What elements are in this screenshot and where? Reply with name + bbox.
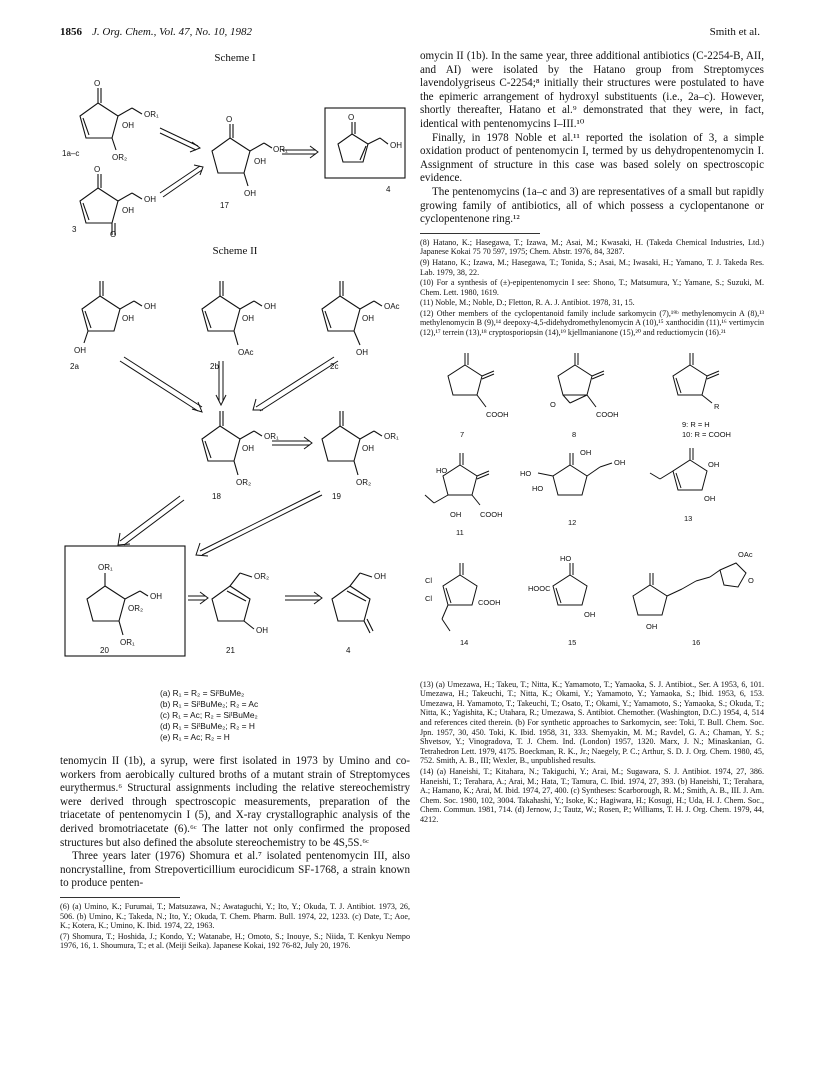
struct-16-oh: OH (646, 621, 658, 631)
struct-label-7: 7 (460, 429, 465, 439)
s2-20-or2: OR₁ (120, 638, 135, 647)
scheme1-title: Scheme I (214, 52, 256, 64)
struct-label-13: 13 (684, 513, 693, 523)
s1-oh-3b: OH (122, 206, 134, 215)
scheme2-title: Scheme II (212, 245, 258, 257)
struct-12-oh1: OH (580, 447, 592, 457)
footnote-rule (420, 233, 540, 234)
footnote: (8) Hatano, K.; Hasegawa, T.; Izawa, M.; Asai, M.; Kwasaki, H. (Takeda Chemical Industries, Ltd.) Japanese Kokai 75 70 597, 1975; Chem. Abstr. 1976, 84, 3287. (420, 237, 764, 257)
s2-label-21: 21 (226, 646, 235, 655)
s2-2c-oh2: OH (356, 348, 368, 357)
legend-item: (c) R₁ = Ac; R₂ = SiᵗBuMe₂ (160, 710, 258, 720)
struct-label-8: 8 (572, 429, 577, 439)
struct-14-cl1: Cl (425, 575, 433, 585)
s2-20-oh1: OR₁ (98, 563, 113, 572)
left-column (60, 50, 410, 952)
s1-o-3: O (94, 165, 101, 174)
struct-12-ho2: HO (532, 483, 544, 493)
struct-8-cooh: COOH (596, 409, 619, 419)
s1-label-4: 4 (386, 185, 391, 194)
s2-20-oh2: OR₂ (128, 604, 144, 613)
footnote: (6) (a) Umino, K.; Furumai, T.; Matsuzawa, N.; Awataguchi, Y.; Ito, Y.; Okuda, T. J. Antibiot. 1973, 26, 506. (b) Umino, K.; Takeda, N.; Ito, Y.; Okuda, T. Chem. Pharm. Bull. 1974, 22, 1233. (c) Date, T.; Aoe, K.; Kotera, K.; Umino, K. Ibid. 1974, 22, 1963. (60, 901, 410, 931)
struct-label-10: 10: R = COOH (682, 429, 731, 439)
footnote: (13) (a) Umezawa, H.; Takeu, T.; Nitta, K.; Yamamoto, T.; Yamaoka, S. J. Antibiot., Ser. A 1953, 6, 101. Umezawa, H.; Takeuchi, T.; Nitta, K.; Okami, Y.; Yamamoto, Y.; Yamaoka, S.; Ibid. 1953, 6, 153. Umezawa, H. Yamamoto, T.; Takeuchi, T.; Osato, T.; Okami, Y.; Yamamoto, S.; Yamaoka, S.; Okuda, T.; Nitta, K.; Yagishita, K.; Utahara, R.; Umezawa, S. Antibiot. Chemother. (Washington, D.C.) 1954, 4, 514 and references cited therein. (b) For synthetic approaches to Sarkomycin, see: Toki, T. Bull. Chem. Soc. Jpn. 1957, 30, 450. Toki, K. Ibid. 1958, 31, 333. Shemyakin, M. M.; Ravdel, G. A.; Chaman, Y. S.; Shvetsov, Y.; Vinogradova, T. J. Chem. Ind. (London) 1957, 1320. Marx, J. N.; Minaskanian, G. Tetrahedron Lett. 1979, 4175. Boeckman, R. K., Jr.; Naegely, P. C.; Arthur, S. D. J. Org. Chem. 1980, 45, 752. Smith, A. B., III; Wexler, B., unpublished results. (420, 679, 764, 766)
s2-label-2b: 2b (210, 362, 219, 371)
struct-12-oh2: OH (614, 457, 626, 467)
footnote: (14) (a) Haneishi, T.; Kitahara, N.; Takiguchi, Y.; Arai, M.; Sugawara, S. J. Antibiot. 1974, 27, 386. Haneishi, T.; Terahara, A.; Arai, M.; Hata, T.; Tamura, C. Ibid. 1974, 27, 393. (b) Haneishi, T.; Terahara, A.; Hamano, K.; Arai, M. Ibid. 1974, 27, 400. (c) Syntheses: Scarborough, R. M.; Smith, A. B., III. J. Am. Chem. Soc. 1980, 102, 3004. Takahashi, Y.; Isoke, K.; Hagiwara, H.; Kosugi, H.; Uda, H. J. Chem. Soc., Chem. Commun. 1981, 714. (d) Jernow, J.; Tautz, W.; Rosen, P.; Williams, T. H. J. Org. Chem. 1979, 44, 4212. (420, 767, 764, 824)
struct-15-hooc: HOOC (528, 583, 551, 593)
journal-citation: J. Org. Chem., Vol. 47, No. 10, 1982 (92, 26, 253, 38)
s1-oh-4: OH (390, 141, 402, 150)
legend-item: (b) R₁ = SiᵗBuMe₂; R₂ = Ac (160, 699, 259, 709)
s1-o-1: O (94, 79, 101, 88)
struct-label-14: 14 (460, 637, 469, 647)
running-head-authors: Smith et al. (709, 26, 760, 38)
s2-4-oh: OH (374, 572, 386, 581)
footnote: (9) Hatano, K.; Izawa, M.; Hasegawa, T.; Tonida, S.; Asai, M.; Iwasaki, H.; Yamano, T. J. Takeda Res. Lab. 1979, 38, 22. (420, 257, 764, 277)
s1-oh-17b: OH (244, 189, 256, 198)
s1-label-1: 1a–c (62, 149, 80, 158)
struct-label-15: 15 (568, 637, 577, 647)
footnote: (11) Noble, M.; Noble, D.; Fletton, R. A. J. Antibiot. 1978, 31, 15. (420, 298, 635, 308)
s2-label-2a: 2a (70, 362, 79, 371)
struct-label-9: 9: R = H (682, 419, 710, 429)
s2-2a-oh1: OH (144, 302, 156, 311)
s2-2c-oac: OAc (384, 302, 400, 311)
s1-or1-17: OR₁ (273, 145, 288, 154)
struct-16-o: O (748, 575, 754, 585)
struct-15-ho: HO (560, 553, 572, 563)
s1-oh-1: OH (122, 121, 134, 130)
struct-13-oh1: OH (708, 459, 720, 469)
s1-oh-17a: OH (254, 157, 266, 166)
s2-21-or1: OR₂ (254, 572, 270, 581)
struct-8-o: O (550, 399, 556, 409)
struct-11-ho: HO (436, 465, 448, 475)
struct-11-oh: OH (450, 509, 462, 519)
s2-18-or2: OR₂ (236, 478, 252, 487)
left-body-text (60, 755, 410, 891)
struct-13-oh2: OH (704, 493, 716, 503)
struct-label-12: 12 (568, 517, 577, 527)
running-head-left (60, 26, 252, 38)
struct-12-ho1: HO (520, 468, 532, 478)
footnote-rule (60, 897, 180, 898)
right-body-text (420, 50, 764, 227)
footnote: (10) For a synthesis of (±)-epipentenomycin I see: Shono, T.; Matsumura, Y.; Yamane, S.; Suzuki, M. Chem. Lett. 1980, 1619. (420, 278, 764, 297)
struct-11-cooh: COOH (480, 509, 503, 519)
struct-14-cooh: COOH (478, 597, 501, 607)
s1-o-3b: O (110, 230, 117, 238)
paragraph: omycin II (1b). In the same year, three additional antibiotics (C-2254-B, AII, and AI) were isolated by the Hatano group from Streptomyces lavendolygriseus C-2254;⁸ initially their structures were postulated to have the epimeric arrangement of hydroxyl substituents (i.e., 2a–c). However, shortly thereafter, Hatano et al.⁹ demonstrated that they were, in fact, identical with pentenomycins I–III.¹⁰ (420, 50, 764, 130)
s2-18-or1: OR₁ (264, 432, 279, 441)
s1-label-3: 3 (72, 225, 77, 234)
footnote: (7) Shomura, T.; Hoshida, J.; Kondo, Y.; Watanabe, H.; Omoto, S.; Inouye, S.; Niida, T. Kenkyu Nempo 1976, 16, 1. Shoumura, T.; et al. (Meiji Seika). Japanese Kokai, 192 76-82, July 20, 1976. (60, 931, 410, 951)
struct-label-16: 16 (692, 637, 701, 647)
s2-18-oh: OH (242, 444, 254, 453)
s2-label-20: 20 (100, 646, 109, 655)
s2-2b-oh2: OH (242, 314, 254, 323)
s1-or1-1: OR₁ (144, 110, 159, 119)
paragraph: tenomycin II (1b), a syrup, were first isolated in 1973 by Umino and co-workers from aerobically cultured broths of a mutant strain of Streptomyces eurythermus.⁶ Structural assignments including the relative stereochemistry were derived through spectroscopic measurements, preparation of the triacetate of pentenomycin I (5), and X-ray crystallographic analysis of the derived bromotriacetate (6).⁶ᶜ The latter not only confirmed the proposed structures but also defined the absolute stereochemistry to be 4S,5S.⁶ᶜ (60, 755, 410, 849)
s2-2a-oh3: OH (74, 346, 86, 355)
struct-16-oac: OAc (738, 549, 753, 559)
paragraph: The pentenomycins (1a–c and 3) are representatives of a small but rapidly growing family of antibiotics, all of which possess a cyclopentanone or cyclopentenone ring.¹² (420, 185, 764, 226)
s2-2c-oh1: OH (362, 314, 374, 323)
s1-label-17: 17 (220, 201, 229, 210)
legend-item: (d) R₁ = SiᵗBuMe₂; R₂ = H (160, 721, 255, 731)
s2-2b-oac: OAc (238, 348, 254, 357)
struct-14-cl2: Cl (425, 593, 433, 603)
legend-item: (a) R₁ = R₂ = SiᵗBuMe₂ (160, 688, 245, 698)
legend-item: (e) R₁ = Ac; R₂ = H (160, 732, 230, 742)
struct-9-r: R (714, 401, 720, 411)
paragraph: Finally, in 1978 Noble et al.¹¹ reported the isolation of 3, a simple oxidation product of pentenomycin I, termed by us dehydropentenomycin I. Assignment of structure in this case was based solely on spectroscopic evidence. (420, 131, 764, 185)
s1-o-17: O (226, 115, 233, 124)
struct-7-cooh: COOH (486, 409, 509, 419)
s2-label-2c: 2c (330, 362, 339, 371)
struct-label-11: 11 (456, 527, 464, 537)
scheme2-figure (60, 261, 410, 681)
scheme1-figure (60, 68, 410, 238)
struct-15-oh: OH (584, 609, 596, 619)
s2-label-18: 18 (212, 492, 221, 501)
s1-oh-3a: OH (144, 195, 156, 204)
s2-19-or2: OR₂ (356, 478, 372, 487)
paragraph: Three years later (1976) Shomura et al.⁷ isolated pentenomycin III, also noncrystalline, from Strepoverticillium eurocidicum SF-1768, a strain known to produce penten- (60, 850, 410, 890)
s2-19-oh: OH (362, 444, 374, 453)
right-column (420, 50, 764, 826)
footnote: (12) Other members of the cyclopentanoid family include sarkomycin (7),¹⁹ᵇ methylenomycin A (8),¹³ methylenomycin B (9),¹⁴ deepoxy-4,5-didehydromethylenomycin A (10),¹⁵ xanthocidin (11),¹⁶ vertimycin (12),¹⁷ terrein (13),¹⁸ cryptosporiopsin (14),¹⁹ kjellmanianone (15),²⁰ and reductiomycin (16).²¹ (420, 308, 764, 338)
scheme-legend (160, 688, 410, 743)
s2-label-19: 19 (332, 492, 341, 501)
s1-o-4: O (348, 113, 355, 122)
s2-19-or1: OR₁ (384, 432, 399, 441)
s2-2a-oh2: OH (122, 314, 134, 323)
s2-20-or1: OH (150, 592, 162, 601)
s2-label-4: 4 (346, 646, 351, 655)
s2-21-or2: OH (256, 626, 268, 635)
page-number: 1856 (60, 26, 82, 38)
antibiotic-structures-figure (420, 345, 764, 675)
s1-or2-1: OR₂ (112, 153, 128, 162)
running-head (60, 26, 760, 42)
s2-2b-oh1: OH (264, 302, 276, 311)
